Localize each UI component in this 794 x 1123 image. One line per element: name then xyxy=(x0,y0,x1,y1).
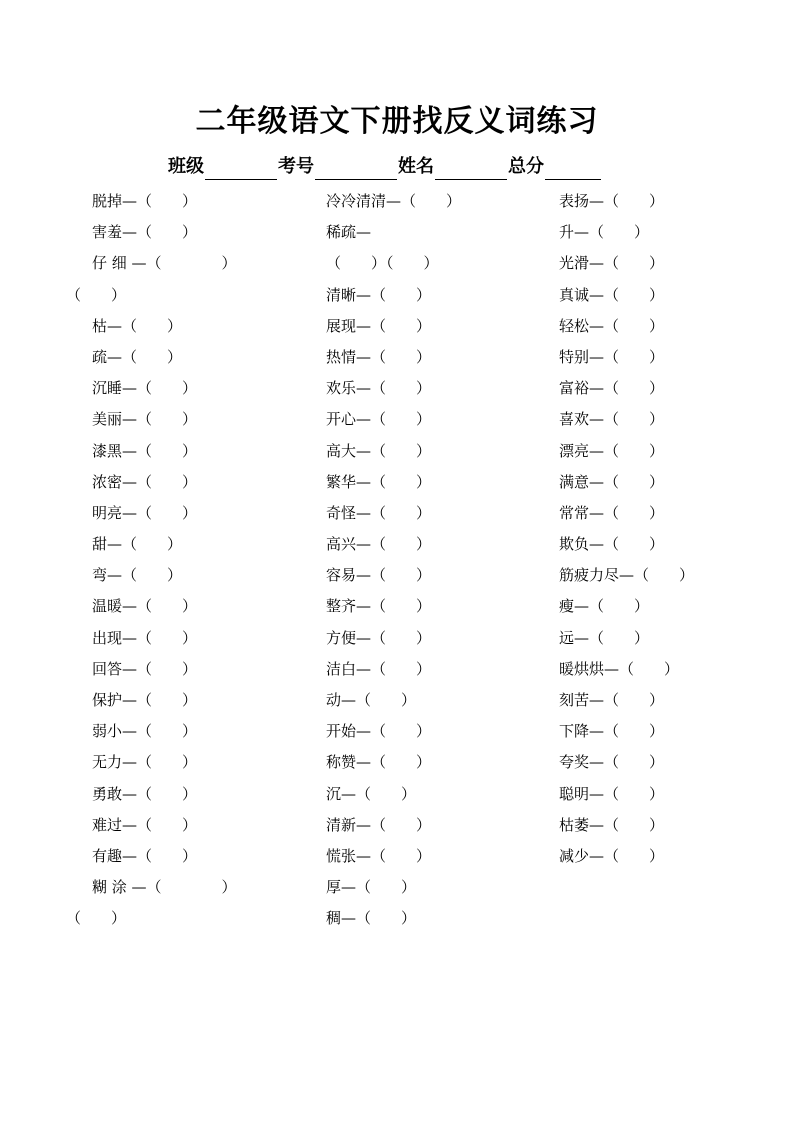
antonym-item: 开始—（ ） xyxy=(326,722,432,741)
antonym-item: 沉—（ ） xyxy=(326,784,417,803)
antonym-item: 保护—（ ） xyxy=(92,691,198,709)
exam-no-label: 考号 xyxy=(278,156,314,177)
antonym-item: 减少—（ ） xyxy=(559,846,665,865)
antonym-item: 高兴—（ ） xyxy=(326,535,432,554)
antonym-item: 常常—（ ） xyxy=(559,503,665,522)
antonym-item: 暖烘烘—（ ） xyxy=(559,659,680,678)
word-column-2 xyxy=(326,186,546,935)
antonym-item: 漂亮—（ ） xyxy=(559,441,665,460)
antonym-item: 回答—（ ） xyxy=(92,659,198,678)
antonym-item: 整齐—（ ） xyxy=(326,597,432,616)
antonym-item: 热情—（ ） xyxy=(326,347,432,366)
antonym-item: 远—（ ） xyxy=(559,628,650,647)
antonym-item: 糊 涂 —（ ） xyxy=(92,878,237,897)
antonym-item: 聪明—（ ） xyxy=(559,784,665,803)
antonym-item: 满意—（ ） xyxy=(559,472,665,491)
antonym-item: 夸奖—（ ） xyxy=(559,753,665,772)
student-info-row xyxy=(168,150,602,180)
name-blank[interactable] xyxy=(435,157,507,180)
antonym-item: 欢乐—（ ） xyxy=(326,379,432,398)
antonym-item: 表扬—（ ） xyxy=(559,192,665,210)
antonym-item: 清晰—（ ） xyxy=(326,285,432,304)
antonym-item: 容易—（ ） xyxy=(326,566,432,585)
class-blank[interactable] xyxy=(205,157,277,180)
antonym-item: （ ）（ ） xyxy=(326,254,439,273)
antonym-item: 升—（ ） xyxy=(559,223,650,242)
antonym-item: 欺负—（ ） xyxy=(559,535,665,554)
antonym-item: 展现—（ ） xyxy=(326,316,432,335)
exam-no-blank[interactable] xyxy=(315,157,397,180)
antonym-item: 冷冷清清—（ ） xyxy=(326,192,462,210)
antonym-item: 无力—（ ） xyxy=(92,753,198,772)
word-column-1 xyxy=(66,186,312,935)
antonym-item: 稠—（ ） xyxy=(326,909,417,928)
antonym-item: 枯—（ ） xyxy=(92,316,183,335)
antonym-item: 真诚—（ ） xyxy=(559,285,665,304)
antonym-item: （ ） xyxy=(66,909,127,928)
antonym-item: 光滑—（ ） xyxy=(559,254,665,273)
antonym-item: 特别—（ ） xyxy=(559,347,665,366)
antonym-item: 喜欢—（ ） xyxy=(559,410,665,429)
name-label: 姓名 xyxy=(398,156,434,177)
antonym-item: 弯—（ ） xyxy=(92,566,183,585)
antonym-item: 奇怪—（ ） xyxy=(326,503,432,522)
antonym-item: 明亮—（ ） xyxy=(92,503,198,522)
antonym-item: 有趣—（ ） xyxy=(92,846,198,865)
antonym-item: 瘦—（ ） xyxy=(559,597,650,616)
antonym-item: 勇敢—（ ） xyxy=(92,784,198,803)
antonym-item: 美丽—（ ） xyxy=(92,410,198,429)
antonym-item: 沉睡—（ ） xyxy=(92,379,198,398)
antonym-item: 高大—（ ） xyxy=(326,441,432,460)
antonym-item: 清新—（ ） xyxy=(326,815,432,834)
antonym-item: 浓密—（ ） xyxy=(92,472,198,491)
antonym-item: 害羞—（ ） xyxy=(92,223,198,242)
antonym-item: 下降—（ ） xyxy=(559,722,665,741)
antonym-item: 难过—（ ） xyxy=(92,815,198,834)
antonym-item: （ ） xyxy=(66,285,127,304)
word-column-3 xyxy=(559,186,779,872)
antonym-item: 稀疏— xyxy=(326,223,372,242)
antonym-item: 仔 细 —（ ） xyxy=(92,254,237,273)
antonym-item: 刻苦—（ ） xyxy=(559,691,665,709)
antonym-item: 慌张—（ ） xyxy=(326,846,432,865)
antonym-item: 弱小—（ ） xyxy=(92,722,198,741)
antonym-item: 洁白—（ ） xyxy=(326,659,432,678)
score-blank[interactable] xyxy=(545,157,601,180)
antonym-item: 疏—（ ） xyxy=(92,347,183,366)
score-label: 总分 xyxy=(508,156,544,177)
antonym-item: 富裕—（ ） xyxy=(559,379,665,398)
antonym-item: 脱掉—（ ） xyxy=(92,192,198,210)
antonym-item: 称赞—（ ） xyxy=(326,753,432,772)
antonym-item: 枯萎—（ ） xyxy=(559,815,665,834)
page-title: 二年级语文下册找反义词练习 xyxy=(195,104,599,139)
antonym-item: 漆黑—（ ） xyxy=(92,441,198,460)
antonym-item: 温暖—（ ） xyxy=(92,597,198,616)
antonym-item: 出现—（ ） xyxy=(92,628,198,647)
antonym-item: 甜—（ ） xyxy=(92,535,183,554)
antonym-item: 筋疲力尽—（ ） xyxy=(559,566,695,585)
class-label: 班级 xyxy=(168,156,204,177)
antonym-item: 轻松—（ ） xyxy=(559,316,665,335)
antonym-item: 厚—（ ） xyxy=(326,878,417,897)
antonym-item: 方便—（ ） xyxy=(326,628,432,647)
antonym-item: 动—（ ） xyxy=(326,691,417,709)
antonym-item: 开心—（ ） xyxy=(326,410,432,429)
antonym-item: 繁华—（ ） xyxy=(326,472,432,491)
